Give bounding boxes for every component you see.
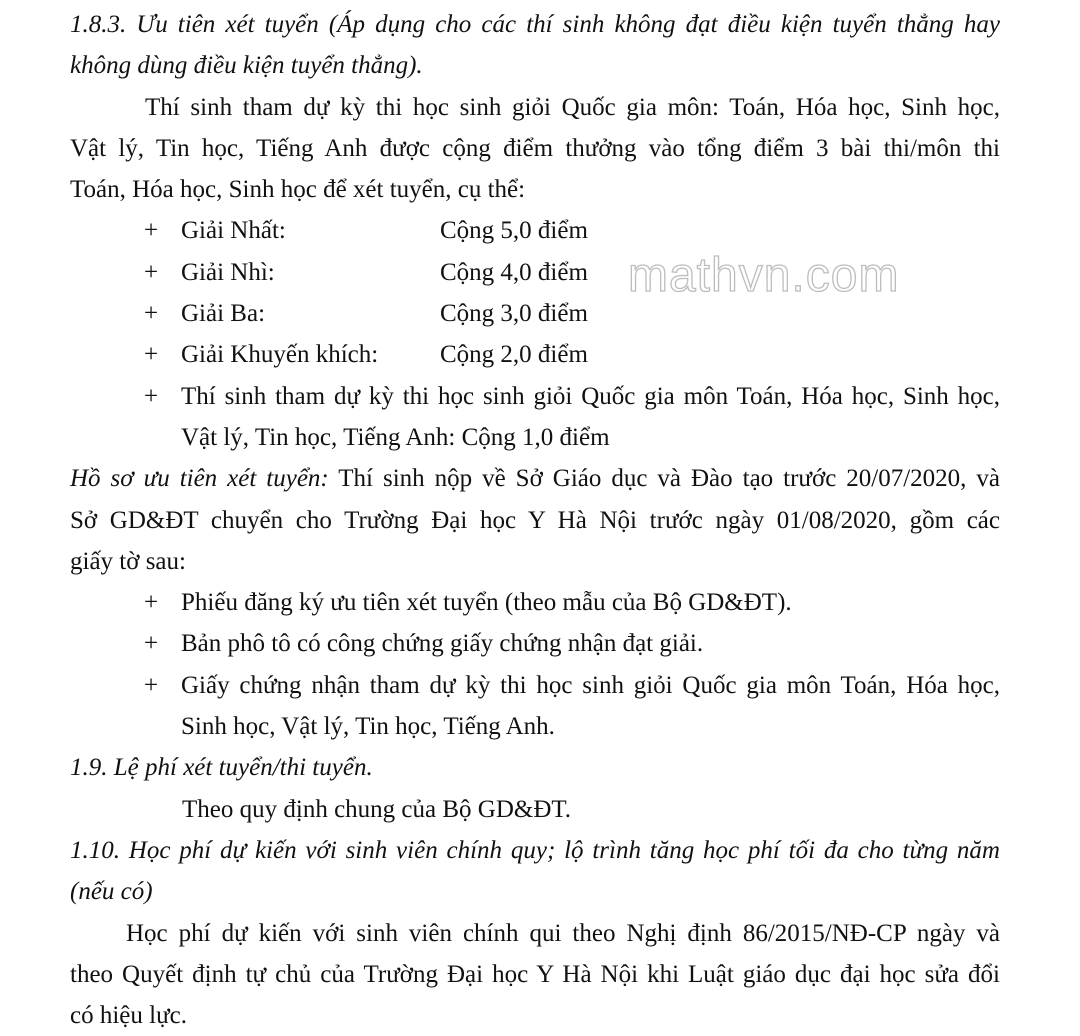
participant-bonus-line: Thí sinh tham dự kỳ thi học sinh giỏi Quốc gia môn Toán, Hóa học, Sinh học, — [181, 382, 1000, 410]
prize-name: Giải Khuyến khích: — [181, 341, 379, 369]
dossier-item-text: Giấy chứng nhận tham dự kỳ thi học sinh giỏi Quốc gia môn Toán, Hóa học, — [181, 671, 1000, 699]
prize-row-first — [70, 210, 1000, 251]
bullet-marker: + — [144, 382, 159, 410]
section-1-8-3-heading-cont: không dùng điều kiện tuyển thẳng). — [70, 52, 423, 80]
paragraph-line: có hiệu lực. — [70, 1002, 187, 1030]
prize-points: Cộng 4,0 điểm — [440, 258, 588, 286]
bullet-marker: + — [144, 630, 159, 658]
bullet-marker: + — [144, 341, 159, 369]
bullet-marker: + — [144, 589, 159, 617]
prize-row-second — [70, 252, 1000, 293]
dossier-label: Hồ sơ ưu tiên xét tuyển: — [70, 465, 329, 493]
bullet-marker: + — [144, 300, 159, 328]
paragraph-line: Thí sinh tham dự kỳ thi học sinh giỏi Quốc gia môn: Toán, Hóa học, Sinh học, — [145, 93, 1000, 121]
dossier-line: Sở GD&ĐT chuyển cho Trường Đại học Y Hà Nội trước ngày 01/08/2020, gồm các — [70, 506, 1000, 534]
watermark-text: mathvn.com — [628, 249, 900, 302]
prize-name: Giải Ba: — [181, 300, 266, 328]
prize-points: Cộng 2,0 điểm — [440, 341, 588, 369]
dossier-line: giấy tờ sau: — [70, 547, 186, 575]
dossier-item-text: Bản phô tô có công chứng giấy chứng nhận đạt giải. — [181, 630, 704, 658]
bullet-marker: + — [144, 258, 159, 286]
dossier-line — [70, 458, 1000, 499]
paragraph-line: theo Quyết định tự chủ của Trường Đại học Y Hà Nội khi Luật giáo dục đại học sửa đổi — [70, 960, 1000, 988]
dossier-item — [70, 665, 1000, 706]
section-1-10-heading: 1.10. Học phí dự kiến với sinh viên chính quy; lộ trình tăng học phí tối đa cho từng năm — [70, 836, 1000, 864]
dossier-item-text-cont: Sinh học, Vật lý, Tin học, Tiếng Anh. — [181, 713, 555, 741]
paragraph-line: Toán, Hóa học, Sinh học để xét tuyển, cụ thể: — [70, 176, 526, 204]
dossier-item-text: Phiếu đăng ký ưu tiên xét tuyển (theo mẫu của Bộ GD&ĐT). — [181, 589, 792, 617]
bullet-marker: + — [144, 671, 159, 699]
document-page — [70, 0, 1000, 1036]
prize-row-third — [70, 293, 1000, 334]
section-1-9-body: Theo quy định chung của Bộ GD&ĐT. — [182, 795, 572, 823]
section-1-8-3-heading: 1.8.3. Ưu tiên xét tuyển (Áp dụng cho các thí sinh không đạt điều kiện tuyển thẳng hay — [70, 11, 1000, 38]
section-1-10-heading-cont: (nếu có) — [70, 878, 153, 906]
bullet-marker: + — [144, 217, 159, 245]
dossier-item — [70, 623, 1000, 664]
dossier-text: Thí sinh nộp về Sở Giáo dục và Đào tạo trước 20/07/2020, và — [328, 465, 1000, 493]
participant-bonus-item — [70, 376, 1000, 417]
paragraph-line: Vật lý, Tin học, Tiếng Anh được cộng điểm thưởng vào tổng điểm 3 bài thi/môn thi — [70, 134, 1000, 162]
prize-name: Giải Nhất: — [181, 217, 286, 245]
section-1-9-heading: 1.9. Lệ phí xét tuyển/thi tuyển. — [70, 754, 373, 782]
prize-row-encouragement — [70, 334, 1000, 375]
participant-bonus-line-cont: Vật lý, Tin học, Tiếng Anh: Cộng 1,0 điểm — [181, 423, 610, 451]
paragraph-line: Học phí dự kiến với sinh viên chính qui theo Nghị định 86/2015/NĐ-CP ngày và — [126, 919, 1000, 947]
prize-points: Cộng 3,0 điểm — [440, 300, 588, 328]
prize-points: Cộng 5,0 điểm — [440, 217, 588, 245]
dossier-item — [70, 582, 1000, 623]
prize-name: Giải Nhì: — [181, 258, 275, 286]
